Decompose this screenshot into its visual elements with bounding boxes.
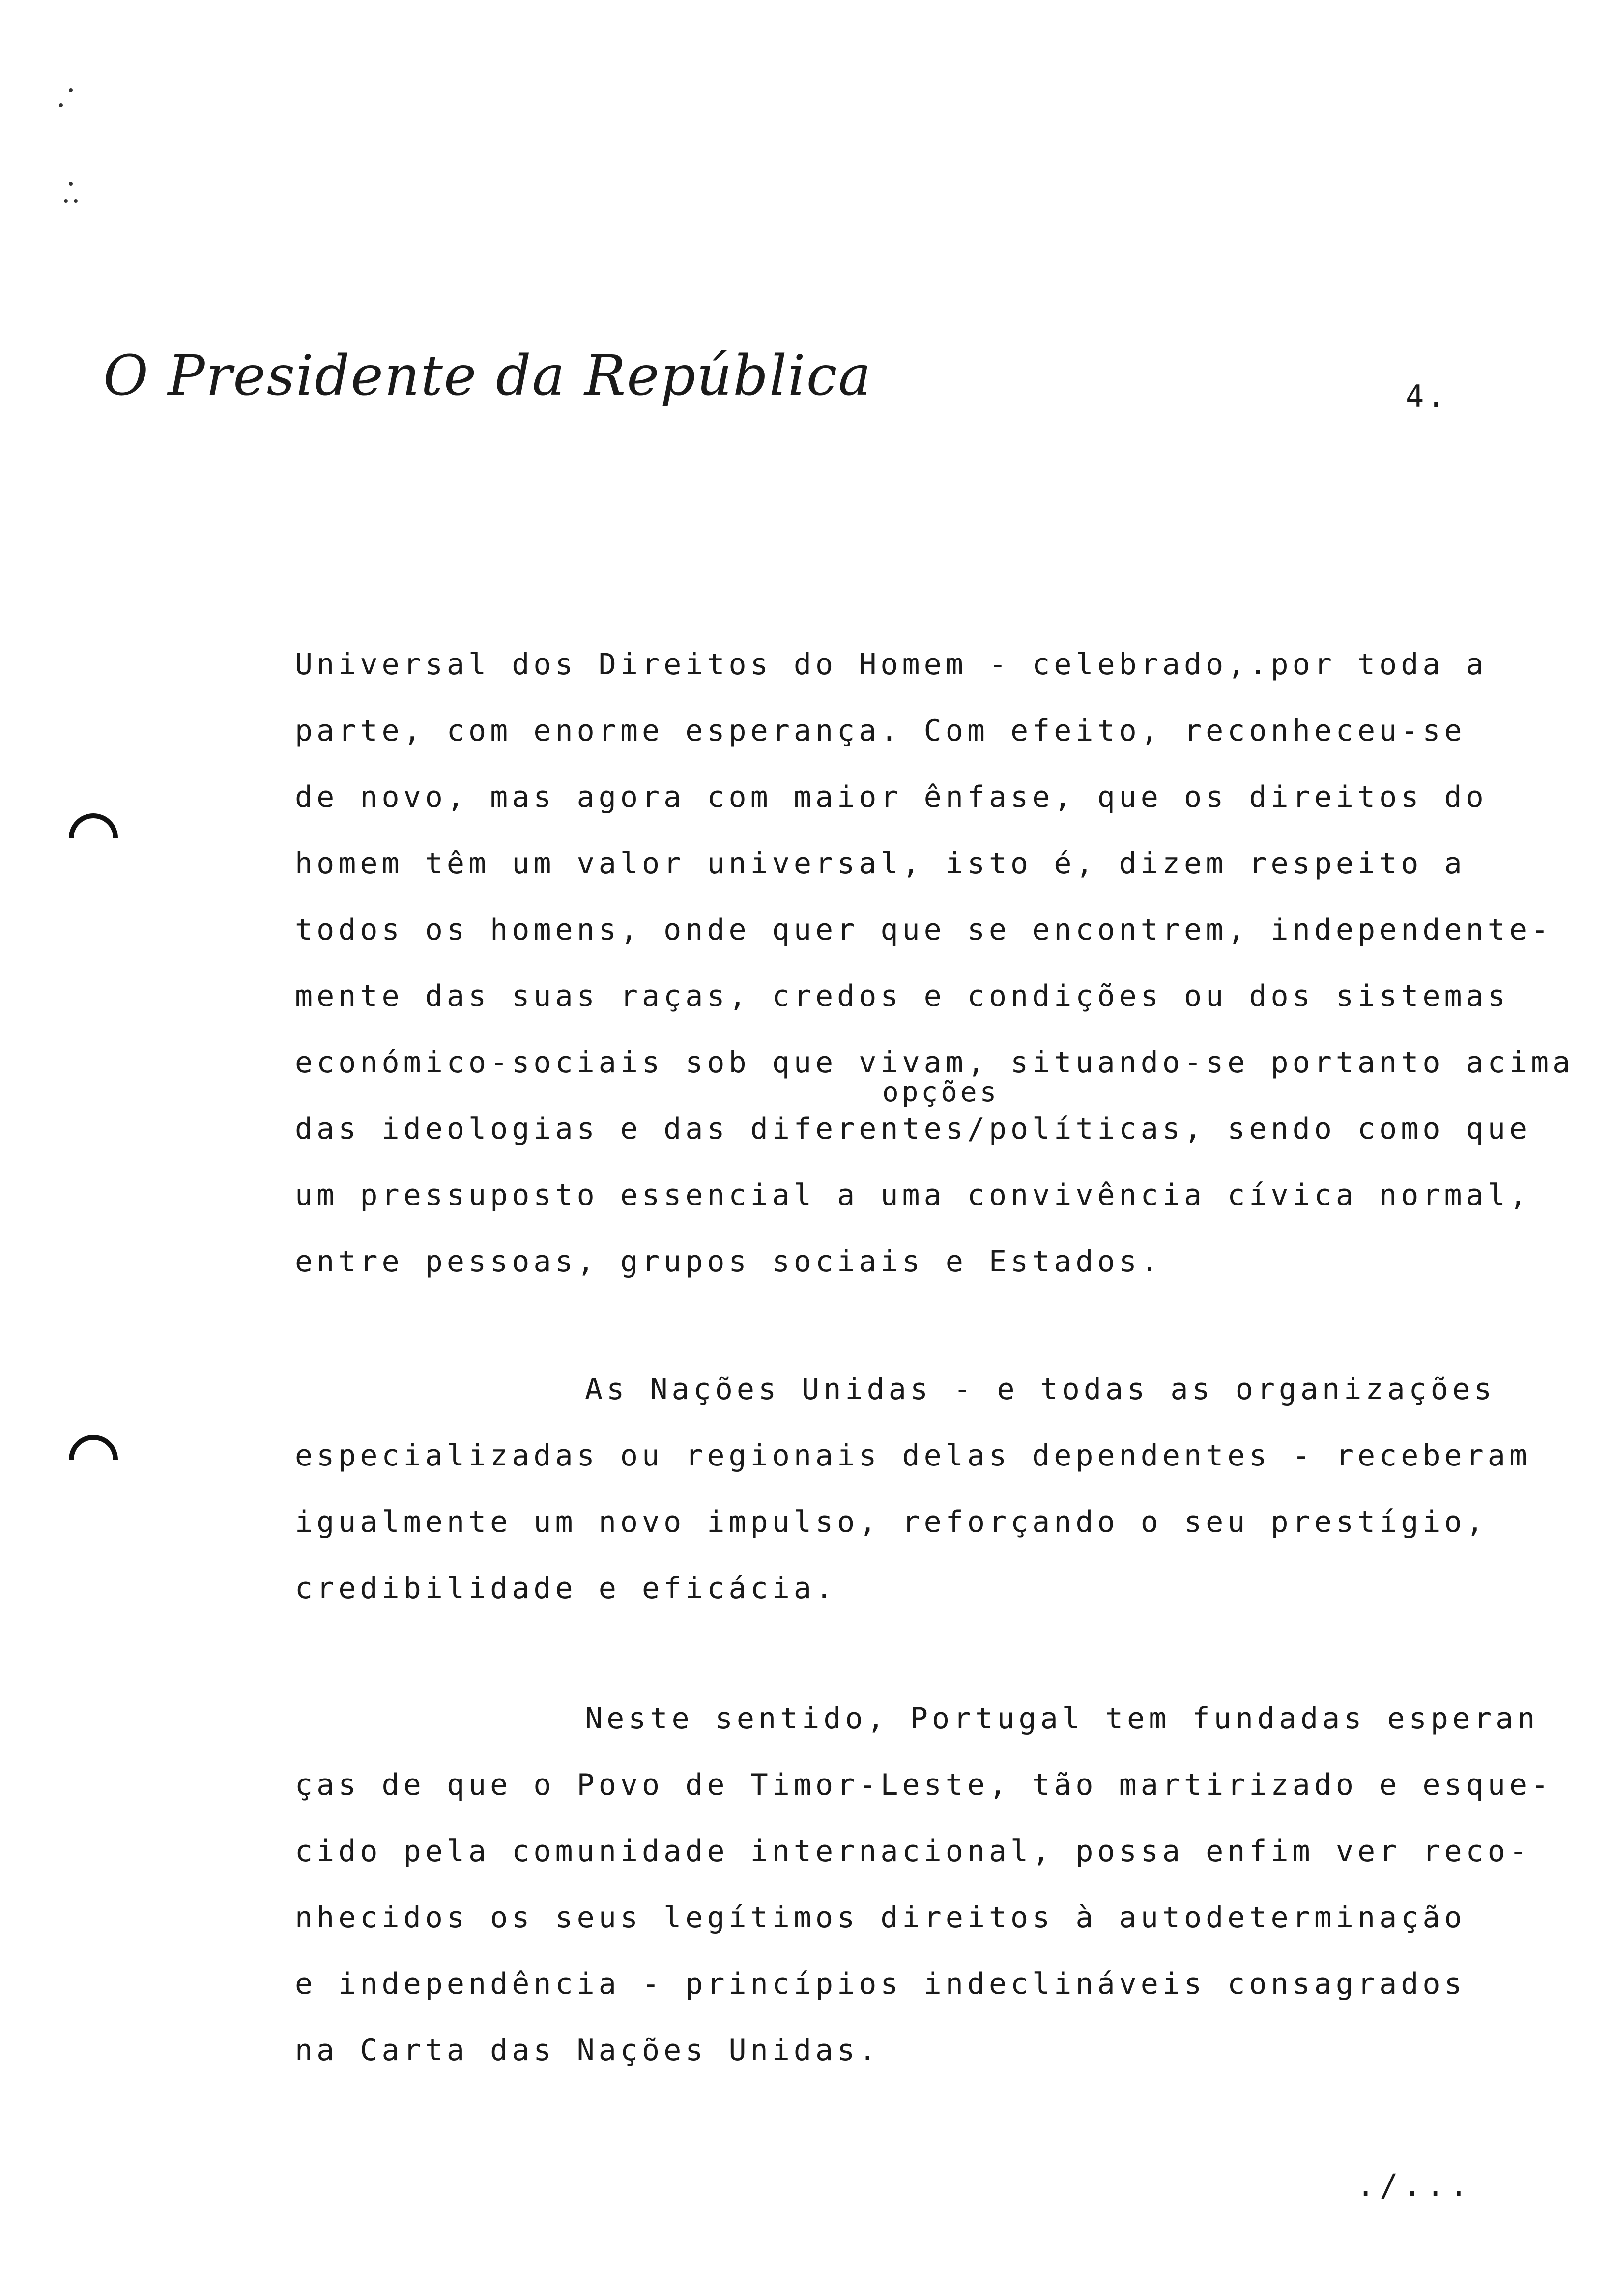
text-line: económico-sociais sob que vivam, situando-se portanto acima	[295, 1045, 1575, 1080]
scan-speck	[74, 199, 78, 203]
paragraph-3	[295, 1686, 1553, 2084]
text-line: nhecidos os seus legítimos direitos à autodeterminação	[295, 1900, 1466, 1935]
text-line: de novo, mas agora com maior ênfase, que os direitos do	[295, 780, 1488, 814]
punch-hole-mark	[58, 1425, 128, 1494]
text-line: mente das suas raças, credos e condições ou dos sistemas	[295, 979, 1509, 1013]
scan-speck	[59, 103, 63, 107]
scan-speck	[69, 88, 73, 92]
scan-speck	[69, 182, 73, 186]
text-line: As Nações Unidas - e todas as organizações	[585, 1372, 1496, 1406]
paragraph-2	[295, 1356, 1531, 1622]
text-line: na Carta das Nações Unidas.	[295, 2033, 881, 2067]
interlinear-insert: opções	[882, 1076, 1000, 1108]
text-line: Universal dos Direitos do Homem - celebrado,.por toda a	[295, 647, 1488, 682]
text-line: credibilidade e eficácia.	[295, 1571, 837, 1606]
punch-hole-mark	[58, 803, 128, 872]
text-line: especializadas ou regionais delas dependentes - receberam	[295, 1438, 1531, 1473]
text-line: entre pessoas, grupos sociais e Estados.	[295, 1244, 1162, 1279]
scan-speck	[64, 199, 68, 203]
text-line: cido pela comunidade internacional, possa enfim ver reco-	[295, 1834, 1531, 1868]
continuation-mark: ./...	[1356, 2167, 1473, 2203]
text-line: todos os homens, onde quer que se encontrem, independente-	[295, 913, 1553, 947]
letterhead: O Presidente da República	[103, 344, 872, 408]
text-line: igualmente um novo impulso, reforçando o seu prestígio,	[295, 1505, 1488, 1539]
paragraph-1	[295, 631, 1575, 1295]
text-line: homem têm um valor universal, isto é, dizem respeito a	[295, 846, 1466, 881]
page-number: 4.	[1406, 378, 1448, 414]
text-line: e independência - princípios indeclináveis consagrados	[295, 1967, 1466, 2001]
text-line: ças de que o Povo de Timor-Leste, tão martirizado e esque-	[295, 1768, 1553, 1802]
text-line: das ideologias e das diferentes/políticas, sendo como que	[295, 1112, 1531, 1146]
text-line: um pressuposto essencial a uma convivência cívica normal,	[295, 1178, 1531, 1212]
text-line: parte, com enorme esperança. Com efeito, reconheceu-se	[295, 714, 1466, 748]
text-line: Neste sentido, Portugal tem fundadas esperan	[585, 1701, 1539, 1736]
